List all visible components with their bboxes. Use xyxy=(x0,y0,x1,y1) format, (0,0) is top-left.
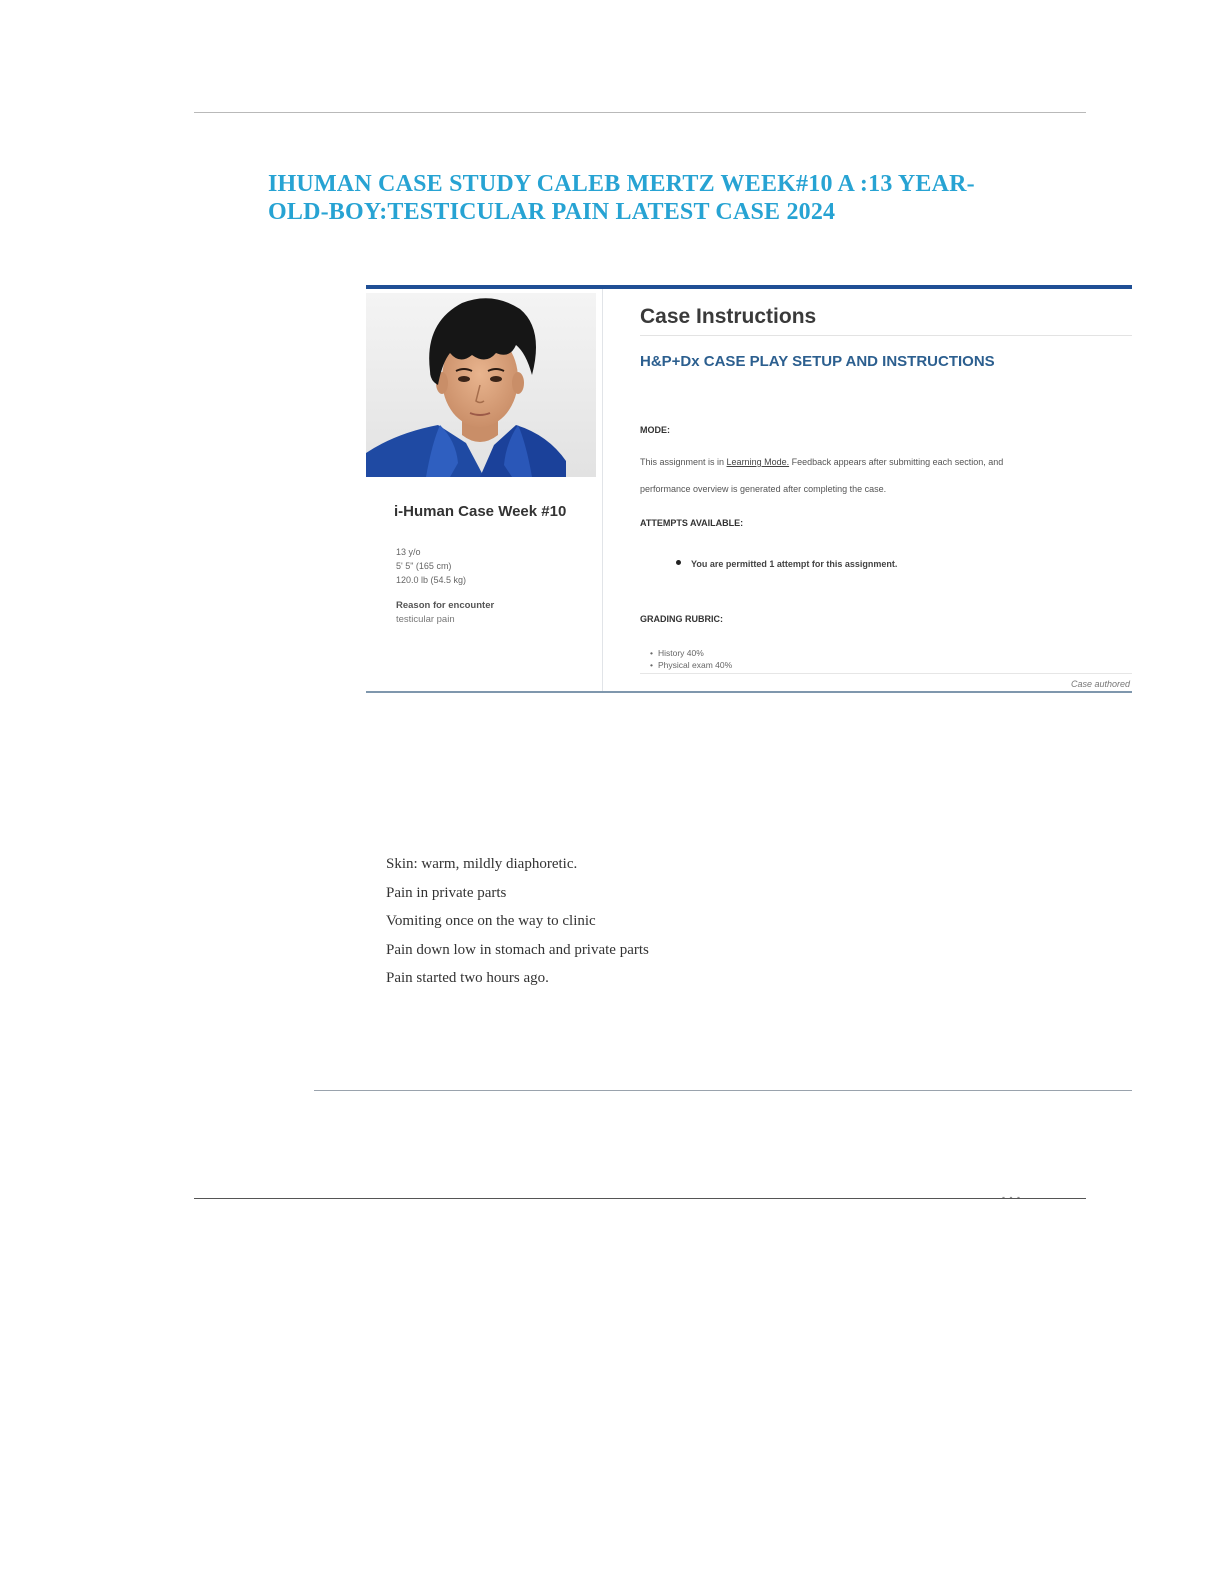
mode-text-line2: performance overview is generated after completing the case. xyxy=(640,484,887,494)
instructions-panel xyxy=(640,289,1132,691)
case-screenshot-card xyxy=(366,285,1132,693)
rubric-label: GRADING RUBRIC: xyxy=(640,614,723,624)
instructions-title: Case Instructions xyxy=(640,305,817,328)
instructions-divider xyxy=(640,335,1132,336)
attempts-label: ATTEMPTS AVAILABLE: xyxy=(640,518,744,528)
rubric-item: • History 40% xyxy=(650,647,732,659)
mode-text-before: This assignment is in xyxy=(640,457,727,467)
top-rule xyxy=(194,112,1086,113)
instructions-subtitle: H&P+Dx CASE PLAY SETUP AND INSTRUCTIONS xyxy=(640,353,995,370)
patient-age: 13 y/o xyxy=(396,547,421,557)
reason-value: testicular pain xyxy=(396,614,455,625)
patient-vitals xyxy=(396,545,466,587)
page-number: - - - xyxy=(1002,1192,1021,1202)
patient-height: 5' 5" (165 cm) xyxy=(396,561,452,571)
note-line: Vomiting once on the way to clinic xyxy=(386,913,596,929)
patient-panel xyxy=(366,289,603,691)
middle-rule xyxy=(314,1090,1132,1091)
patient-avatar xyxy=(366,293,596,477)
bullet-icon xyxy=(676,560,681,565)
rubric-item: • Physical exam 40% xyxy=(650,659,732,671)
clinical-notes xyxy=(386,852,649,995)
note-line: Pain started two hours ago. xyxy=(386,970,549,986)
patient-avatar-image xyxy=(366,293,596,477)
note-line: Pain in private parts xyxy=(386,884,507,901)
patient-name: i-Human Case Week #10 xyxy=(394,503,567,520)
mode-text-after: Feedback appears after submitting each section, and xyxy=(789,457,1004,467)
instructions-bottom-divider xyxy=(640,673,1132,674)
patient-weight: 120.0 lb (54.5 kg) xyxy=(396,575,467,585)
note-line: Skin: warm, mildly diaphoretic. xyxy=(386,856,578,872)
note-line: Pain down low in stomach and private parts xyxy=(386,941,649,958)
reason-label: Reason for encounter xyxy=(396,600,495,611)
mode-text xyxy=(640,457,1003,467)
learning-mode-link[interactable]: Learning Mode. xyxy=(726,457,790,467)
mode-label: MODE: xyxy=(640,425,670,435)
case-authored-footer: Case authored xyxy=(1070,679,1130,689)
attempts-text: You are permitted 1 attempt for this assignment. xyxy=(691,559,898,569)
document-title: IHUMAN CASE STUDY CALEB MERTZ WEEK#10 A :13 YEAR-OLD-BOY:TESTICULAR PAIN LATEST CASE 2024 xyxy=(268,171,975,225)
footer-rule xyxy=(194,1198,1086,1199)
attempts-item xyxy=(676,559,897,569)
rubric-list xyxy=(650,647,732,671)
